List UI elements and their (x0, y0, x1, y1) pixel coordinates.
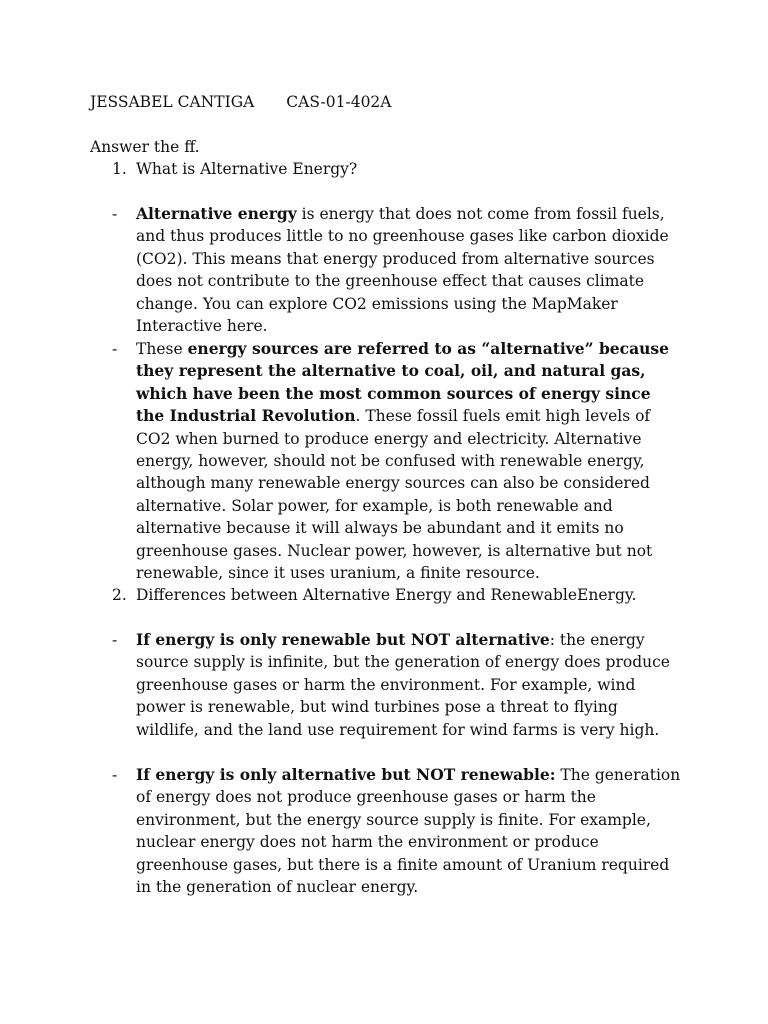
bullet-dash: - (112, 631, 118, 649)
bullet-dash: - (112, 340, 118, 358)
answer-bullet (112, 203, 692, 337)
bold-term: energy sources are referred to as “alternative” because they represent the alternative to coal, oil, and natural gas, which have been the most common sources of energy since the Industrial Revolution (136, 339, 670, 426)
bullet-body: . These fossil fuels emit high levels of CO2 when burned to produce energy and electricity. Alternative energy, however, should not be confused with renewable energy, although many renewable energy sources can also be considered alternative. Solar power, for example, is both renewable and alternative because it will always be abundant and it emits no greenhouse gases. Nuclear power, however, is alternative but not renewable, since it uses uranium, a finite resource. (136, 407, 653, 583)
bullet-dash: - (112, 205, 118, 223)
question-2 (112, 584, 692, 606)
instruction-text: Answer the ff. (90, 138, 200, 156)
question-text: Differences between Alternative Energy and RenewableEnergy. (136, 586, 637, 604)
bullet-lead: These (136, 340, 188, 358)
document-header (90, 91, 391, 113)
bullet-text (136, 203, 684, 337)
bullet-text (136, 338, 684, 584)
answer-bullet (112, 338, 692, 584)
bold-term: If energy is only renewable but NOT alternative (136, 630, 550, 649)
answer-bullet (112, 629, 692, 741)
bullet-body: The generation of energy does not produce greenhouse gases or harm the environment, but the energy source supply is finite. For example, nuclear energy does not harm the environment or produce greenhouse gases, but there is a finite amount of Uranium required in the generation of nuclear energy. (136, 766, 681, 897)
question-text: What is Alternative Energy? (136, 160, 358, 178)
answer-bullet (112, 764, 692, 898)
bold-term: If energy is only alternative but NOT renewable: (136, 765, 556, 784)
bold-term: Alternative energy (136, 204, 297, 223)
bullet-body: is energy that does not come from fossil fuels, and thus produces little to no greenhouse gases like carbon dioxide (CO2). This means that energy produced from alternative sources does not contribute to the greenhouse effect that causes climate change. You can explore CO2 emissions using the MapMaker Interactive here. (136, 205, 669, 336)
question-number: 1. (112, 160, 127, 178)
bullet-body: : the energy source supply is infinite, but the generation of energy does produce greenhouse gases or harm the environment. For example, wind power is renewable, but wind turbines pose a threat to flying wildlife, and the land use requirement for wind farms is very high. (136, 631, 670, 739)
bullet-text (136, 764, 684, 898)
bullet-dash: - (112, 766, 118, 784)
bullet-text (136, 629, 684, 741)
question-1 (112, 158, 692, 180)
student-name: JESSABEL CANTIGA (90, 93, 255, 111)
course-code: CAS-01-402A (286, 93, 392, 111)
question-number: 2. (112, 586, 127, 604)
